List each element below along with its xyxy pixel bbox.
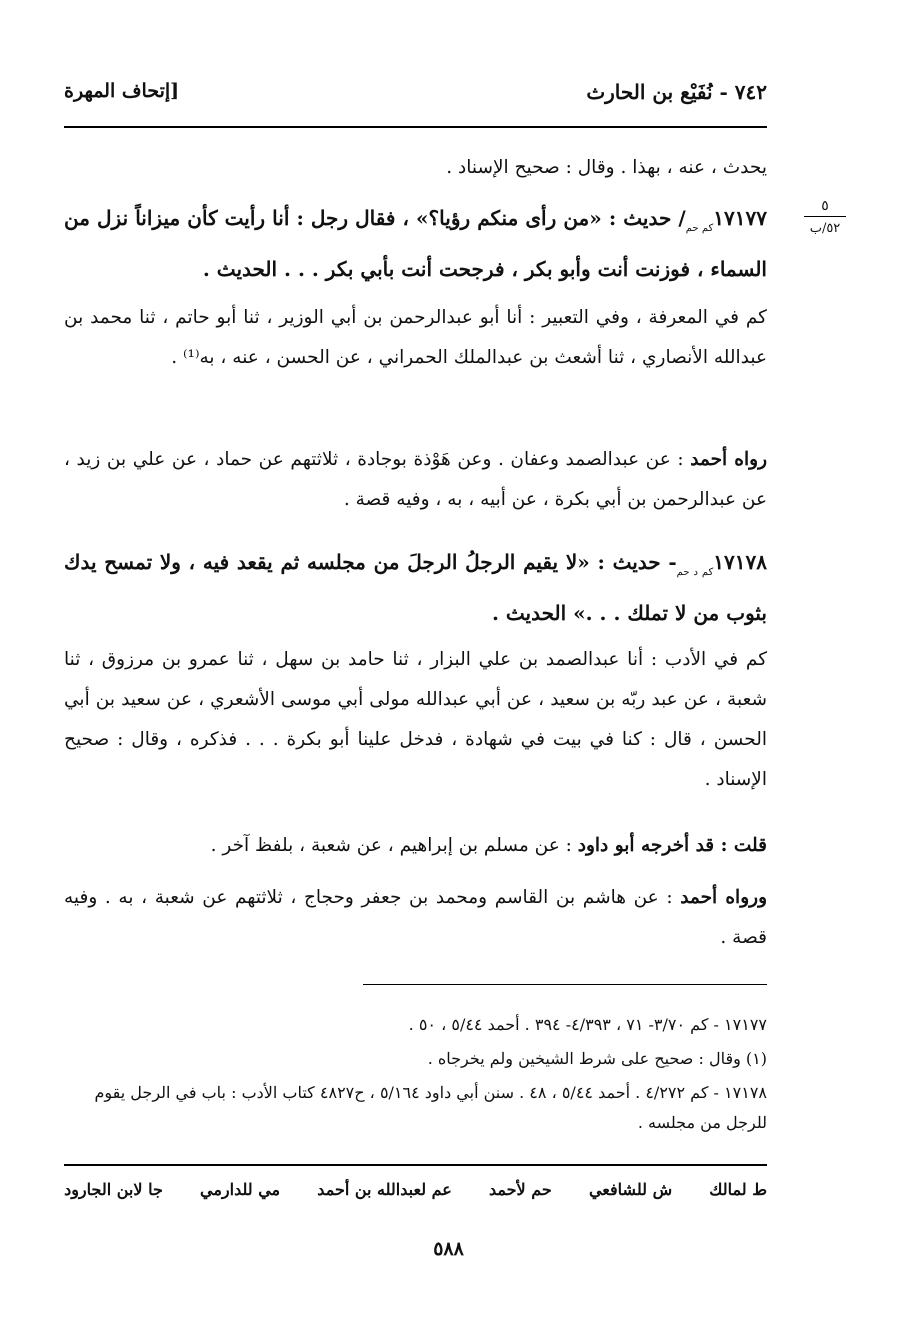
sigla-item: عم لعبدالله بن أحمد: [317, 1180, 452, 1199]
margin-folio-ref: ٥٢/ب: [809, 221, 841, 236]
note-text: : عن مسلم بن إبراهيم ، عن شعبة ، بلفظ آخر .: [210, 835, 578, 856]
footnote-17178: ١٧١٧٨ - كم ٤/٢٧٢ . أحمد ٥/٤٤ ، ٤٨ . سنن أبي داود ٥/١٦٤ ، ح٤٨٢٧ كتاب الأدب : باب في الرجل يقوم للرجل من مجلسه .: [94, 1083, 767, 1132]
isnad-paragraph-2: كم في الأدب : أنا عبدالصمد بن علي البزار ، ثنا حامد بن سهل ، ثنا عمرو بن مرزوق ، ثنا شعبة ، عن عبد ربّه بن سعيد ، عن أبي عبدالله مولى أبي موسى الأشعري ، عن سعيد بن أبي الحسن ، قال : كنا في بيت في شهادة ، فدخل علينا أبو بكرة . . . فذكره ، وقال : صحيح الإسناد .: [64, 649, 767, 790]
note-paragraph: [64, 826, 767, 866]
hadith-number: ١٧١٧٨: [713, 550, 767, 574]
sigla-item: حم لأحمد: [489, 1180, 552, 1199]
paragraph-continuation: يحدث ، عنه ، بهذا . وقال : صحيح الإسناد .: [446, 157, 767, 178]
hadith-sigla: كم د حم: [676, 567, 714, 578]
sigla-rule: [64, 1164, 767, 1166]
sigla-item: جا لابن الجارود: [64, 1180, 163, 1199]
hadith-text: - حديث : «لا يقيم الرجلُ الرجلَ من مجلسه ثم يقعد فيه ، ولا تمسح يدك بثوب من لا تملك . . .» الحديث .: [64, 550, 767, 625]
narration-text: : عن هاشم بن القاسم ومحمد بن جعفر وحجاج ، ثلاثتهم عن شعبة ، به . وفيه قصة .: [64, 887, 767, 948]
narration-paragraph-2: [64, 878, 767, 958]
narration-paragraph: [64, 440, 767, 520]
margin-star: ٥: [821, 198, 829, 214]
narration-text: : عن عبدالصمد وعفان . وعن هَوْذة بوجادة ، ثلاثتهم عن حماد ، عن علي بن زيد ، عن عبدالرحمن بن أبي بكرة ، عن أبيه ، به ، وفيه قصة .: [64, 449, 767, 510]
footnote-1: (١) وقال : صحيح على شرط الشيخين ولم يخرجاه .: [427, 1049, 767, 1068]
sigla-legend: [64, 1180, 767, 1199]
narration-lead: ورواه أحمد: [680, 887, 768, 908]
header-rule: [64, 126, 767, 128]
running-header-book: [إتحاف المهرة: [64, 80, 180, 102]
note-lead: قلت : قد أخرجه أبو داود: [577, 835, 767, 856]
footnote-17177: ١٧١٧٧ - كم ٣/٧٠- ٧١ ، ٤/٣٩٣- ٣٩٤ . أحمد ٥/٤٤ ، ٥٠ .: [408, 1015, 767, 1034]
sigla-item: ش للشافعي: [588, 1180, 673, 1199]
sigla-item: ط لمالك: [709, 1180, 767, 1199]
hadith-17177: [64, 198, 767, 289]
footnote-rule: [363, 984, 767, 985]
hadith-17178: [64, 542, 767, 633]
sigla-item: مي للدارمي: [200, 1180, 281, 1199]
page-number: ٥٨٨: [433, 1238, 464, 1260]
narration-lead: رواه أحمد: [690, 449, 768, 470]
margin-note: [800, 200, 850, 236]
margin-line: [804, 216, 846, 217]
hadith-sigla: كم حم: [685, 223, 714, 234]
isnad-paragraph: كم في المعرفة ، وفي التعبير : أنا أبو عبدالرحمن بن أبي الوزير ، ثنا أبو حاتم ، ثنا محمد بن عبدالله الأنصاري ، ثنا أشعث بن عبدالملك الحمراني ، عن الحسن ، عنه ، به⁽¹⁾ .: [64, 307, 767, 368]
hadith-text: / حديث : «من رأى منكم رؤيا؟» ، فقال رجل : أنا رأيت كأن ميزاناً نزل من السماء ، فوزنت أنت وأبو بكر ، فرجحت أنت بأبي بكر . . . الحديث .: [64, 206, 767, 281]
running-header-chapter: ٧٤٢ - نُفَيْع بن الحارث: [586, 80, 767, 104]
hadith-number: ١٧١٧٧: [713, 206, 767, 230]
